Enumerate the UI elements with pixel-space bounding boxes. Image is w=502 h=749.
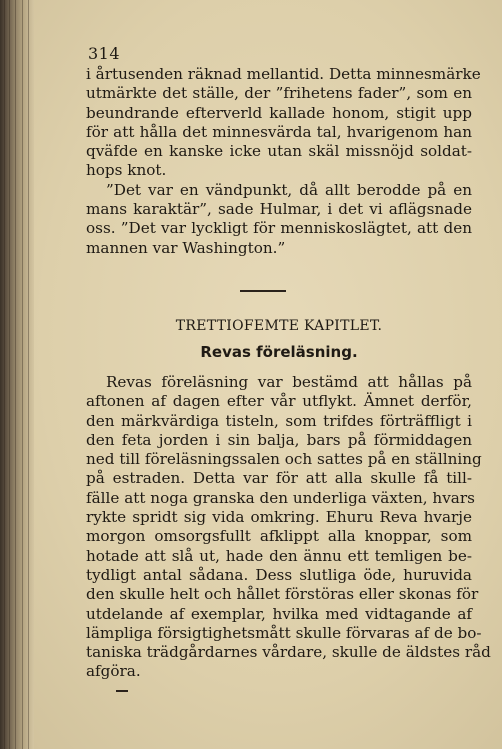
text-line: hops knot. (86, 161, 167, 180)
text-line: mans karaktär”, sade Hulmar, i det vi aflägsnade (86, 200, 472, 219)
text-line: den märkvärdiga tisteln, som trifdes förträffligt i (86, 411, 472, 430)
chapter-heading: TRETTIOFEMTE KAPITLET. (175, 318, 383, 334)
page-number: 314 (88, 44, 121, 63)
book-binding-edge (0, 0, 34, 749)
text-line: afgöra. (86, 662, 141, 681)
stray-ink-mark (116, 690, 128, 692)
text-line: rykte spridt sig vida omkring. Ehuru Reva hvarje (86, 508, 472, 527)
section-divider-rule (240, 290, 286, 292)
text-line: hotade att slå ut, hade den ännu ett temligen be- (86, 546, 472, 565)
text-line: mannen var Washington.” (86, 238, 286, 257)
text-line: ned till föreläsningssalen och sattes på en ställning (86, 450, 482, 469)
chapter-subtitle: Revas föreläsning. (200, 343, 358, 361)
text-line: den skulle helt och hållet förstöras eller skonas för (86, 585, 479, 604)
text-line: aftonen af dagen efter vår utflykt. Ämnet derför, (86, 392, 472, 411)
text-line: qväfde en kanske icke utan skäl missnöjd soldat- (86, 142, 472, 161)
text-line: ”Det var en vändpunkt, då allt berodde på en (106, 180, 472, 199)
chapter-opening-paragraph (86, 373, 491, 682)
text-line: morgon omsorgsfullt afklippt alla knoppar, som (86, 527, 472, 546)
text-line: i årtusenden räknad mellantid. Detta minnesmärke (86, 65, 481, 83)
text-line: lämpliga försigtighetsmått skulle förvaras af de bo- (86, 623, 482, 642)
text-line: för att hålla det minnesvärda tal, hvarigenom han (86, 122, 472, 141)
text-line: tydligt antal sådana. Dess slutliga öde, huruvida (86, 565, 472, 584)
text-line: på estraden. Detta var för att alla skulle få till- (86, 469, 472, 488)
text-line: fälle att noga granska den underliga växten, hvars (86, 488, 475, 507)
text-line: utmärkte det ställe, der ”frihetens fader”, som en (86, 84, 472, 103)
text-line: taniska trädgårdarnes vårdare, skulle de äldstes råd (86, 643, 491, 662)
text-line: utdelande af exemplar, hvilka med vidtagande af (86, 604, 472, 623)
continued-paragraphs (86, 65, 481, 258)
text-line: beundrande efterverld kallade honom, stigit upp (86, 103, 472, 122)
text-line: oss. ”Det var lyckligt för menniskoslägtet, att den (86, 219, 472, 238)
text-line: Revas föreläsning var bestämd att hållas på (106, 373, 472, 391)
text-line: den feta jorden i sin balja, bars på förmiddagen (86, 430, 472, 449)
